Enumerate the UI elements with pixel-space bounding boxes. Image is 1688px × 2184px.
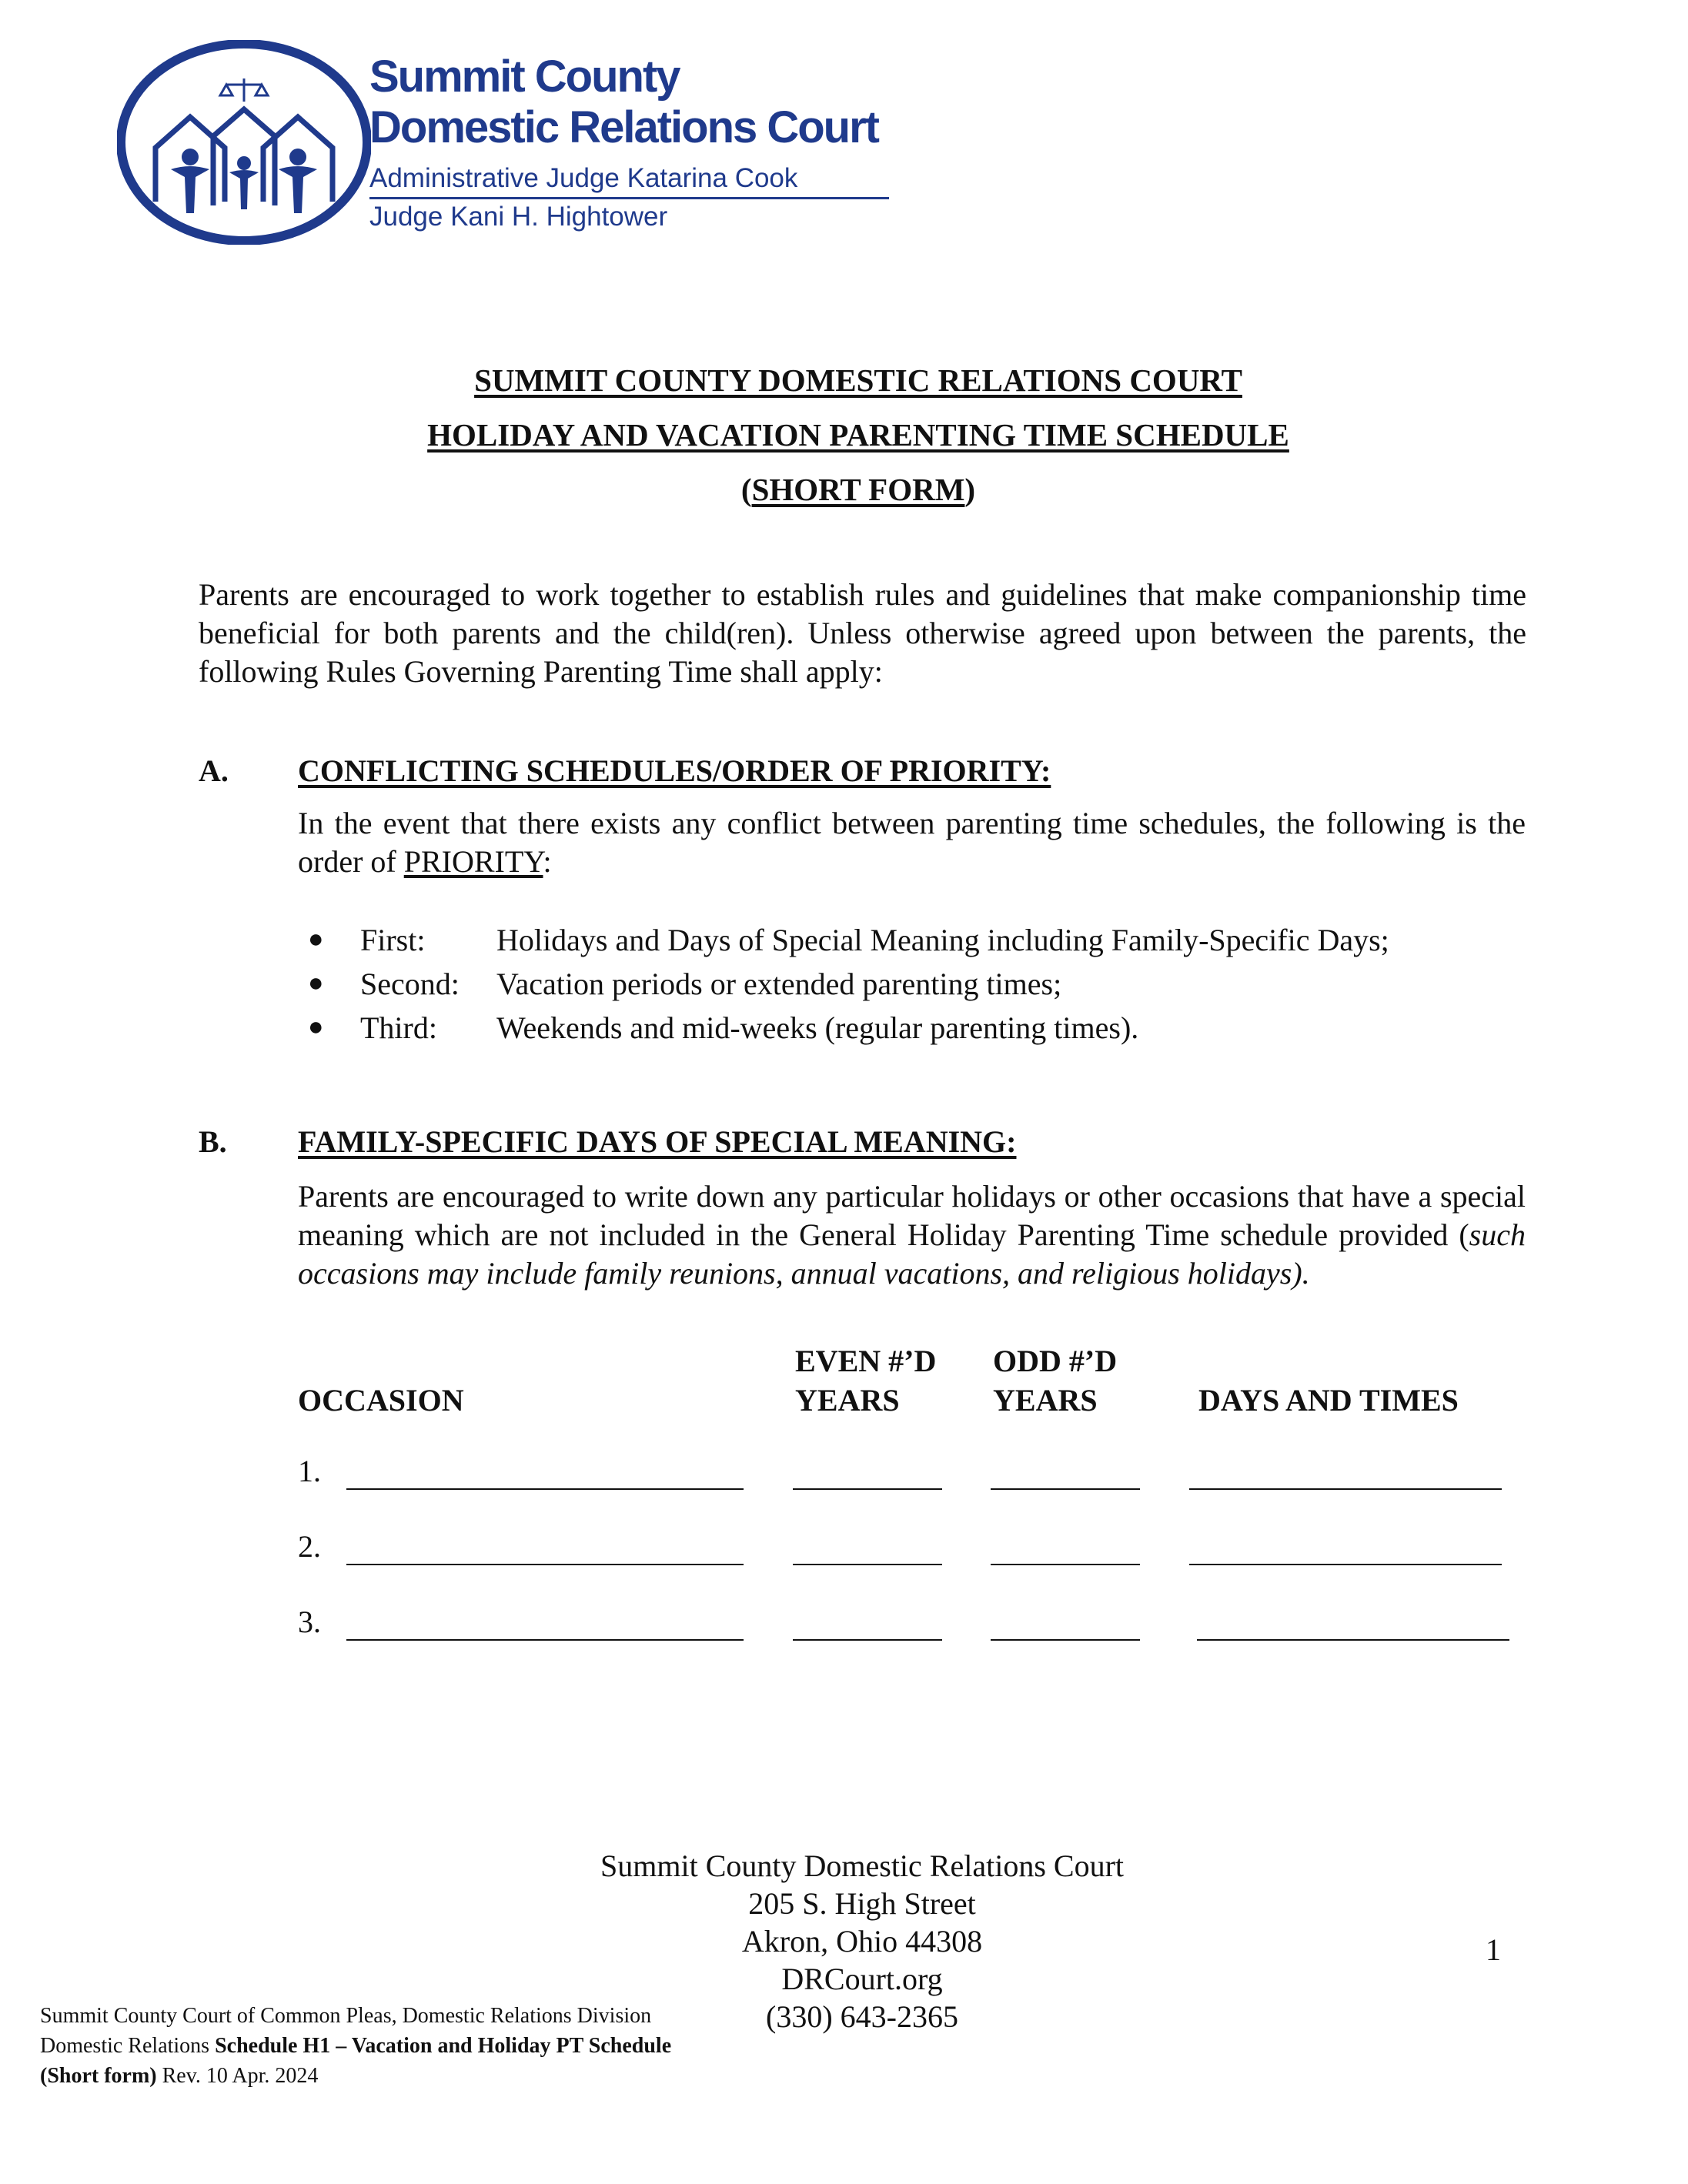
days-times-field[interactable]: [1189, 1488, 1502, 1490]
section-b-heading: FAMILY-SPECIFIC DAYS OF SPECIAL MEANING:: [298, 1124, 1017, 1159]
occasion-field[interactable]: [346, 1564, 744, 1565]
column-header-even-line2: YEARS: [795, 1383, 900, 1418]
court-logo-icon: [117, 40, 371, 245]
days-times-field[interactable]: [1197, 1639, 1509, 1641]
section-b-body: Parents are encouraged to write down any particular holidays or other occasions that have a special meaning which are not included in the General Holiday Parenting Time schedule provided (such occasions may include family reunions, annual vacations, and religious holidays).: [298, 1179, 1526, 1291]
court-name-line2: Domestic Relations Court: [369, 102, 878, 152]
bullet-icon: ●: [308, 969, 324, 997]
section-a-letter: A.: [199, 753, 229, 788]
odd-years-field[interactable]: [991, 1488, 1140, 1490]
section-b-letter: B.: [199, 1124, 227, 1159]
column-header-odd-line1: ODD #’D: [993, 1344, 1118, 1378]
even-years-field[interactable]: [793, 1488, 942, 1490]
section-a-heading: CONFLICTING SCHEDULES/ORDER OF PRIORITY:: [298, 753, 1051, 788]
column-header-even-line1: EVEN #’D: [795, 1344, 937, 1378]
administrative-judge: Administrative Judge Katarina Cook: [369, 163, 798, 193]
document-title-line1: SUMMIT COUNTY DOMESTIC RELATIONS COURT: [474, 362, 1242, 398]
page-number: 1: [1486, 1932, 1501, 1967]
occasion-row-number: 2.: [298, 1529, 321, 1564]
section-a-body: In the event that there exists any conflict between parenting time schedules, the following is the order of PRIORITY:: [298, 806, 1526, 879]
brand-divider: [369, 197, 889, 199]
occasion-field[interactable]: [346, 1639, 744, 1641]
document-title-line3: (SHORT FORM): [740, 472, 976, 507]
court-name-line1: Summit County: [369, 52, 680, 102]
column-header-days-times: DAYS AND TIMES: [1198, 1383, 1459, 1418]
footer-address: Summit County Domestic Relations Court 205 S. High Street Akron, Ohio 44308 DRCourt.org (330) 643-2365: [600, 1848, 1124, 2034]
form-identifier: Summit County Court of Common Pleas, Domestic Relations Division Domestic Relations Schedule H1 – Vacation and Holiday PT Schedule (Short form) Rev. 10 Apr. 2024: [40, 2004, 672, 2088]
occasion-field[interactable]: [346, 1488, 744, 1490]
occasion-row-number: 3.: [298, 1605, 321, 1639]
odd-years-field[interactable]: [991, 1639, 1140, 1641]
column-header-odd-line2: YEARS: [993, 1383, 1098, 1418]
bullet-icon: ●: [308, 1013, 324, 1041]
document-title-line2: HOLIDAY AND VACATION PARENTING TIME SCHEDULE: [427, 417, 1289, 452]
column-header-occasion: OCCASION: [298, 1383, 464, 1418]
even-years-field[interactable]: [793, 1639, 942, 1641]
even-years-field[interactable]: [793, 1564, 942, 1565]
days-times-field[interactable]: [1189, 1564, 1502, 1565]
intro-paragraph: Parents are encouraged to work together to establish rules and guidelines that make companionship time beneficial for both parents and the child(ren). Unless otherwise agreed upon between the parents, the following Rules Governing Parenting Time shall apply:: [199, 577, 1526, 689]
bullet-icon: ●: [308, 925, 324, 953]
odd-years-field[interactable]: [991, 1564, 1140, 1565]
occasion-row-number: 1.: [298, 1454, 321, 1488]
judge-name: Judge Kani H. Hightower: [369, 202, 668, 232]
